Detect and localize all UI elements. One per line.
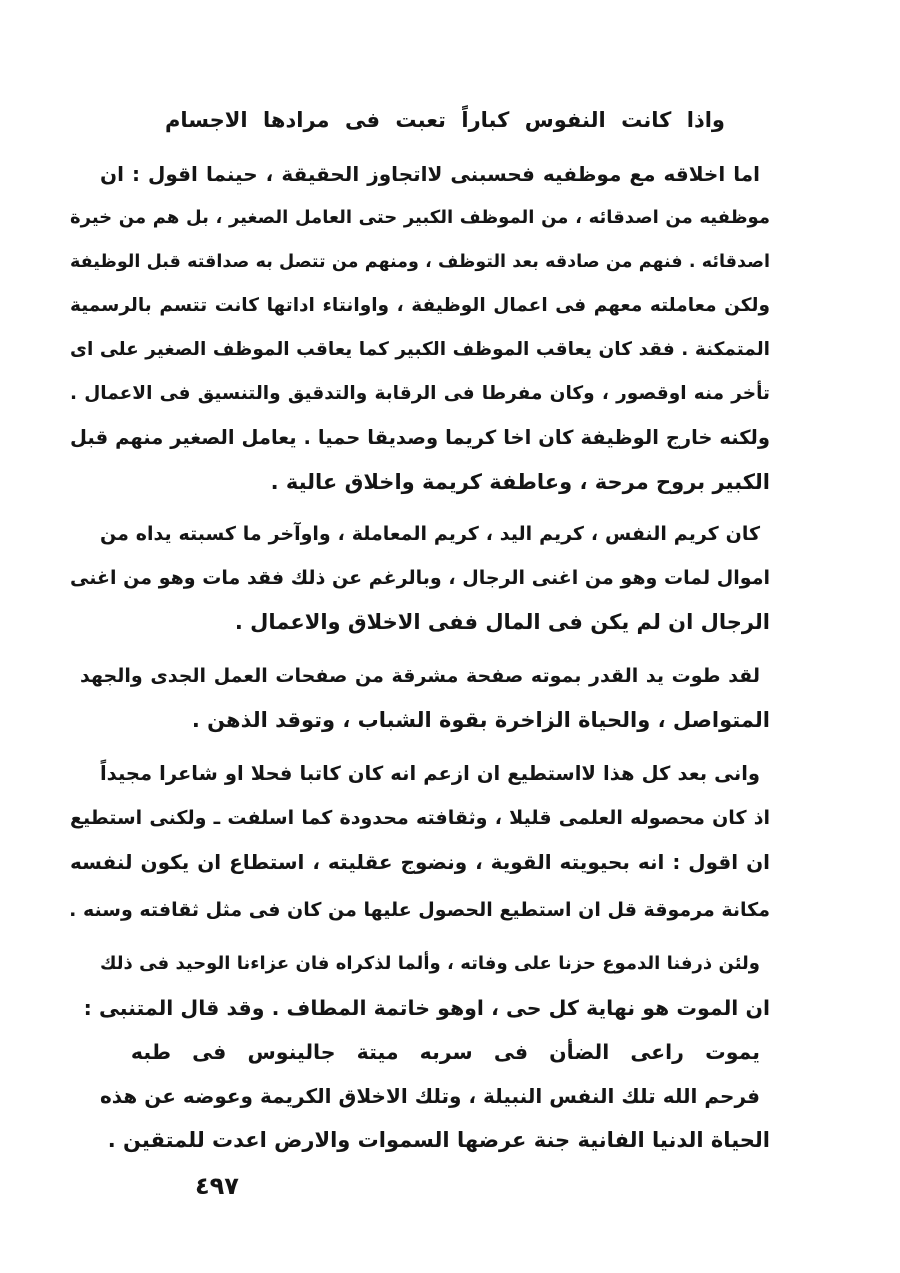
paragraph-line-16: اذ كان محصوله العلمى قليلا ، وثقافته محدودة كما اسلفت ـ ولكنى استطيع	[70, 807, 770, 829]
paragraph-line-14: المتواصل ، والحياة الزاخرة بقوة الشباب ، وتوقد الذهن .	[191, 708, 770, 732]
paragraph-line-1: واذا كانت النفوس كباراً تعبت فى مرادها الاجسام	[165, 108, 725, 132]
page-number: ٤٩٧	[195, 1172, 239, 1200]
paragraph-line-6: المتمكنة . فقد كان يعاقب الموظف الكبير كما يعاقب الموظف الصغير على اى	[70, 339, 770, 360]
paragraph-line-23: الحياة الدنيا الفانية جنة عرضها السموات والارض اعدت للمتقين .	[107, 1128, 770, 1152]
paragraph-line-13: لقد طوت يد القدر بموته صفحة مشرقة من صفحات العمل الجدى والجهد	[80, 665, 760, 687]
paragraph-line-3: موظفيه من اصدقائه ، من الموظف الكبير حتى العامل الصغير ، بل هم من خيرة	[70, 207, 770, 228]
paragraph-line-7: تأخر منه اوقصور ، وكان مفرطا فى الرقابة والتدقيق والتنسيق فى الاعمال .	[70, 383, 770, 404]
paragraph-line-9: الكبير بروح مرحة ، وعاطفة كريمة واخلاق عالية .	[270, 470, 770, 494]
paragraph-line-12: الرجال ان لم يكن فى المال ففى الاخلاق والاعمال .	[234, 610, 770, 634]
paragraph-line-18: مكانة مرموقة قل ان استطيع الحصول عليها من كان فى مثل ثقافته وسنه .	[69, 899, 770, 921]
paragraph-line-20: ان الموت هو نهاية كل حى ، اوهو خاتمة المطاف . وقد قال المتنبى :	[83, 996, 770, 1020]
paragraph-line-17: ان اقول : انه بحيويته القوية ، ونضوج عقليته ، استطاع ان يكون لنفسه	[70, 850, 770, 874]
paragraph-line-2: اما اخلاقه مع موظفيه فحسبنى لااتجاوز الحقيقة ، حينما اقول : ان	[100, 162, 760, 186]
paragraph-line-15: وانى بعد كل هذا لااستطيع ان ازعم انه كان كاتبا فحلا او شاعرا مجيداً	[100, 762, 760, 785]
paragraph-line-5: ولكن معاملته معهم فى اعمال الوظيفة ، واوانتاء اداتها كانت تتسم بالرسمية	[70, 295, 770, 316]
paragraph-line-11: اموال لمات وهو من اغنى الرجال ، وبالرغم عن ذلك فقد مات وهو من اغنى	[70, 567, 770, 589]
paragraph-line-19: ولئن ذرفنا الدموع حزنا على وفاته ، وألما لذكراه فان عزاءنا الوحيد فى ذلك	[100, 953, 760, 974]
poetry-verse: يموت راعى الضأن فى سربه ميتة جالينوس فى طبه	[130, 1040, 760, 1064]
paragraph-line-22: فرحم الله تلك النفس النبيلة ، وتلك الاخلاق الكريمة وعوضه عن هذه	[100, 1084, 760, 1108]
paragraph-line-4: اصدقائه . فنهم من صادقه بعد التوظف ، ومنهم من تتصل به صداقته قبل الوظيفة	[70, 252, 770, 272]
paragraph-line-8: ولكنه خارج الوظيفة كان اخا كريما وصديقا حميا . يعامل الصغير منهم قبل	[70, 426, 770, 449]
paragraph-line-10: كان كريم النفس ، كريم اليد ، كريم المعاملة ، واوآخر ما كسبته يداه من	[100, 523, 760, 545]
